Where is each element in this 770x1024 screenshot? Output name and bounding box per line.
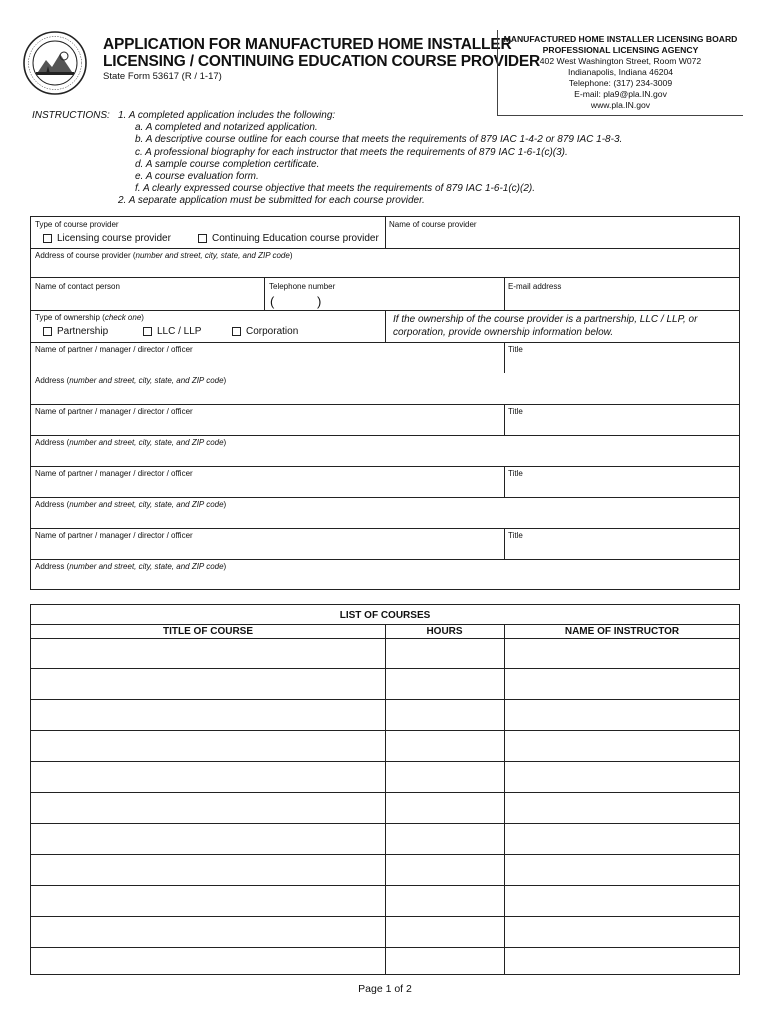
courses-heading: LIST OF COURSES (339, 610, 431, 621)
partner-address-field-3[interactable] (35, 500, 226, 509)
address-hint: number and street, city, state, and ZIP code (69, 438, 224, 447)
partner-name-field-3[interactable]: Name of partner / manager / director / officer (35, 469, 193, 478)
provider-address-field[interactable] (35, 251, 292, 260)
provider-address-label-end: ) (289, 251, 293, 260)
instruction-item-c: c. A professional biography for each instructor that meets the requirements of 879 IAC 1-6-1(c)(3). (135, 146, 568, 158)
ownership-hint: check one (104, 313, 142, 322)
agency-block (497, 30, 743, 116)
instructions-list (118, 110, 622, 208)
licensing-provider-label: Licensing course provider (57, 233, 171, 244)
address-label: Address ( (35, 562, 70, 571)
agency-street: 402 West Washington Street, Room W072 (539, 56, 702, 66)
partner-address-field-2[interactable] (35, 438, 226, 447)
phone-close-paren: ) (317, 294, 322, 309)
checkbox-icon[interactable] (43, 234, 52, 243)
provider-name-field[interactable]: Name of course provider (389, 220, 477, 229)
llc-llp-checkbox[interactable] (143, 326, 201, 337)
form-title (103, 36, 540, 70)
partner-name-field-1[interactable]: Name of partner / manager / director / officer (35, 345, 193, 354)
checkbox-icon[interactable] (43, 327, 52, 336)
agency-telephone: Telephone: (317) 234-3009 (568, 78, 673, 88)
instruction-item-2: 2. A separate application must be submitted for each course provider. (118, 195, 425, 207)
ownership-label-end: ) (141, 313, 144, 322)
telephone-field[interactable]: Telephone number (269, 282, 336, 291)
form-number: State Form 53617 (R / 1-17) (103, 71, 222, 82)
column-hours: HOURS (426, 626, 463, 637)
partner-name-field-2[interactable]: Name of partner / manager / director / officer (35, 407, 193, 416)
instruction-item-1: 1. A completed application includes the following: (118, 110, 336, 121)
agency-city: Indianapolis, Indiana 46204 (567, 67, 674, 77)
form-title-line1: APPLICATION FOR MANUFACTURED HOME INSTALLER (103, 36, 512, 53)
partnership-label: Partnership (57, 326, 109, 337)
provider-address-label: Address of course provider ( (35, 251, 136, 260)
checkbox-icon[interactable] (143, 327, 152, 336)
partner-title-field-1[interactable]: Title (508, 345, 523, 354)
ownership-note-line2: corporation, provide ownership information below. (393, 326, 614, 338)
ce-provider-checkbox[interactable] (198, 233, 379, 244)
checkbox-icon[interactable] (232, 327, 241, 336)
partner-title-field-4[interactable]: Title (508, 531, 523, 540)
address-hint: number and street, city, state, and ZIP code (69, 500, 224, 509)
address-label-end: ) (223, 562, 227, 571)
address-label: Address ( (35, 500, 70, 509)
agency-web: www.pla.IN.gov (590, 100, 651, 110)
provider-form (30, 216, 740, 590)
instruction-item-a: a. A completed and notarized application. (135, 122, 318, 134)
address-label-end: ) (223, 500, 227, 509)
agency-name: PROFESSIONAL LICENSING AGENCY (542, 45, 699, 55)
agency-email: E-mail: pla9@pla.IN.gov (574, 89, 667, 99)
ownership-note (393, 314, 697, 339)
address-label-end: ) (223, 438, 227, 447)
courses-table (30, 604, 740, 975)
page-number: Page 1 of 2 (358, 983, 412, 995)
corporation-label: Corporation (246, 326, 299, 337)
address-hint: number and street, city, state, and ZIP code (69, 376, 224, 385)
address-hint: number and street, city, state, and ZIP code (69, 562, 224, 571)
phone-open-paren: ( (270, 294, 275, 309)
llc-llp-label: LLC / LLP (157, 326, 202, 337)
instruction-item-e: e. A course evaluation form. (135, 171, 259, 183)
instruction-item-f: f. A clearly expressed course objective that meets the requirements of 879 IAC 1-6-1(c)(2). (135, 183, 535, 195)
corporation-checkbox[interactable] (232, 326, 298, 337)
instruction-item-b: b. A descriptive course outline for each course that meets the requirements of 879 IAC 1-4-2 or 879 IAC 1-8-3. (135, 134, 623, 146)
ownership-note-line1: If the ownership of the course provider is a partnership, LLC / LLP, or (393, 314, 698, 325)
provider-address-hint: number and street, city, state, and ZIP code (135, 251, 290, 260)
partner-address-field-1[interactable] (35, 376, 226, 385)
partner-address-field-4[interactable] (35, 562, 226, 571)
ce-provider-label: Continuing Education course provider (212, 233, 379, 244)
address-label-end: ) (223, 376, 227, 385)
form-title-line2: LICENSING / CONTINUING EDUCATION COURSE PROVIDER (103, 53, 541, 70)
agency-board: MANUFACTURED HOME INSTALLER LICENSING BOARD (503, 34, 738, 44)
licensing-provider-checkbox[interactable] (43, 233, 171, 244)
ownership-label (35, 313, 144, 322)
address-label: Address ( (35, 376, 70, 385)
partnership-checkbox[interactable] (43, 326, 108, 337)
instructions-label: INSTRUCTIONS: (32, 110, 110, 121)
checkbox-icon[interactable] (198, 234, 207, 243)
type-of-provider-label: Type of course provider (35, 220, 119, 229)
ownership-label-start: Type of ownership ( (35, 313, 105, 322)
partner-name-field-4[interactable]: Name of partner / manager / director / officer (35, 531, 193, 540)
email-field[interactable]: E-mail address (508, 282, 562, 291)
column-title-of-course: TITLE OF COURSE (163, 626, 253, 637)
partner-title-field-2[interactable]: Title (508, 407, 523, 416)
contact-person-field[interactable]: Name of contact person (35, 282, 120, 291)
partner-title-field-3[interactable]: Title (508, 469, 523, 478)
column-instructor: NAME OF INSTRUCTOR (564, 626, 680, 637)
address-label: Address ( (35, 438, 70, 447)
instruction-item-d: d. A sample course completion certificate. (135, 158, 320, 170)
state-seal-icon (22, 30, 88, 96)
